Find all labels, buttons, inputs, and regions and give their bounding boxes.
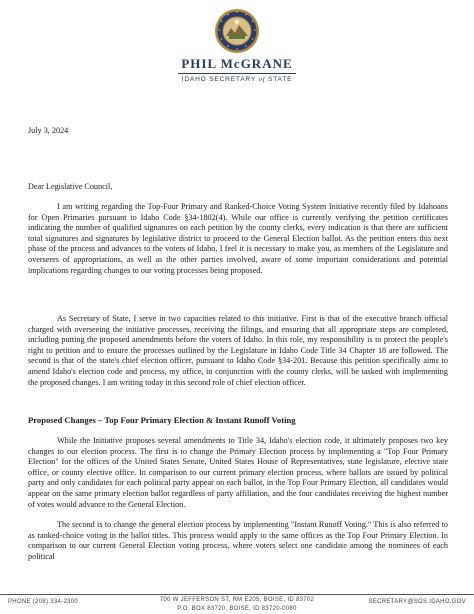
paragraph-top-four: While the Initiative proposes several amendments to Title 34, Idaho's election code, it ultimately proposes two key changes to our election process. The first is to change the Primary Election process by implementing a "Top Four Primary Election" for the offices of the United States Senate, United States House of Representatives, state legislature, elective state office, or county elective office. In comparison to our current primary election process, where ballots are issued by political party and only candidates for each political party appear on each ballot, in the Top Four Primary Election, all candidates would appear on the same primary election ballot regardless of party affiliation, and the four candidates receiving the highest number of votes would advance to the General Election. [28,436,448,509]
office-title-left: IDAHO SECRETARY [181,76,256,83]
header-divider [178,73,296,74]
footer-address-line1: 700 W JEFFERSON ST, RM E205, BOISE, ID 83702 [159,597,315,603]
footer-address-line2: P.O. BOX 83720, BOISE, ID 83720-0080 [177,605,297,612]
paragraph-instant-runoff: The second is to change the general election process by implementing "Instant Runoff Voting." This is also referred to as ranked-choice voting in the ballot titles. This process would apply to the same offices as the Top Four Primary Election. In comparison to our current General Election voting process, where voters select one candidate among the nominees of each political [28,520,448,561]
footer-divider [0,594,474,595]
office-title [0,76,474,83]
letter-footer [0,590,474,614]
office-title-right: STATE [268,76,293,83]
letter-salutation: Dear Legislative Council, [28,182,113,191]
section-heading: Proposed Changes – Top Four Primary Election & Instant Runoff Voting [28,415,296,425]
letter-date: July 3, 2024 [28,126,69,135]
office-title-of: of [258,76,266,83]
paragraph-role: As Secretary of State, I serve in two capacities related to this initiative. First is that of the executive branch official charged with overseeing the initiative processes, receiving the filings, and ensuring that all appropriate steps are completed, including putting the proposed amendments before the voters of Idaho. In this role, my responsibility is to protect the people's right to petition and to ensure the processes outlined by the Legislature in Idaho Code Title 34 Chapter 18 are followed. The second is that of the state's chief election officer, pursuant to Idaho Code §34-201. Because this petition specifically aims to amend Idaho's election code and process, my office, in conjunction with the county clerks, will be tasked with implementing the proposed changes. I am writing today in this second role of chief election officer. [28,314,448,387]
idaho-state-seal-icon [214,8,260,54]
footer-phone: PHONE (208) 334-2300 [8,599,79,605]
footer-email: SECRETARY@SOS.IDAHO.GOV [368,599,466,605]
paragraph-intro: I am writing regarding the Top-Four Primary and Ranked-Choice Voting System Initiative recently filed by Idahoans for Open Primaries pursuant to Idaho Code §34-1802(4). While our office is currently verifying the petition certificates indicating the number of qualified signatures on each petition by the county clerks, every indication is that there are sufficient total signatures and signatures by legislative district to proceed to the General Election ballot. As the petition enters this next phase of the process and advances to the voters of Idaho, I feel it is necessary to make you, as members of the Legislature and overseers of appropriations, as well as the other parties involved, aware of some important considerations and potential implications regarding changes to our voting processes being proposed. [28,202,448,275]
office-holder-name: PHIL McGRANE [181,56,293,71]
